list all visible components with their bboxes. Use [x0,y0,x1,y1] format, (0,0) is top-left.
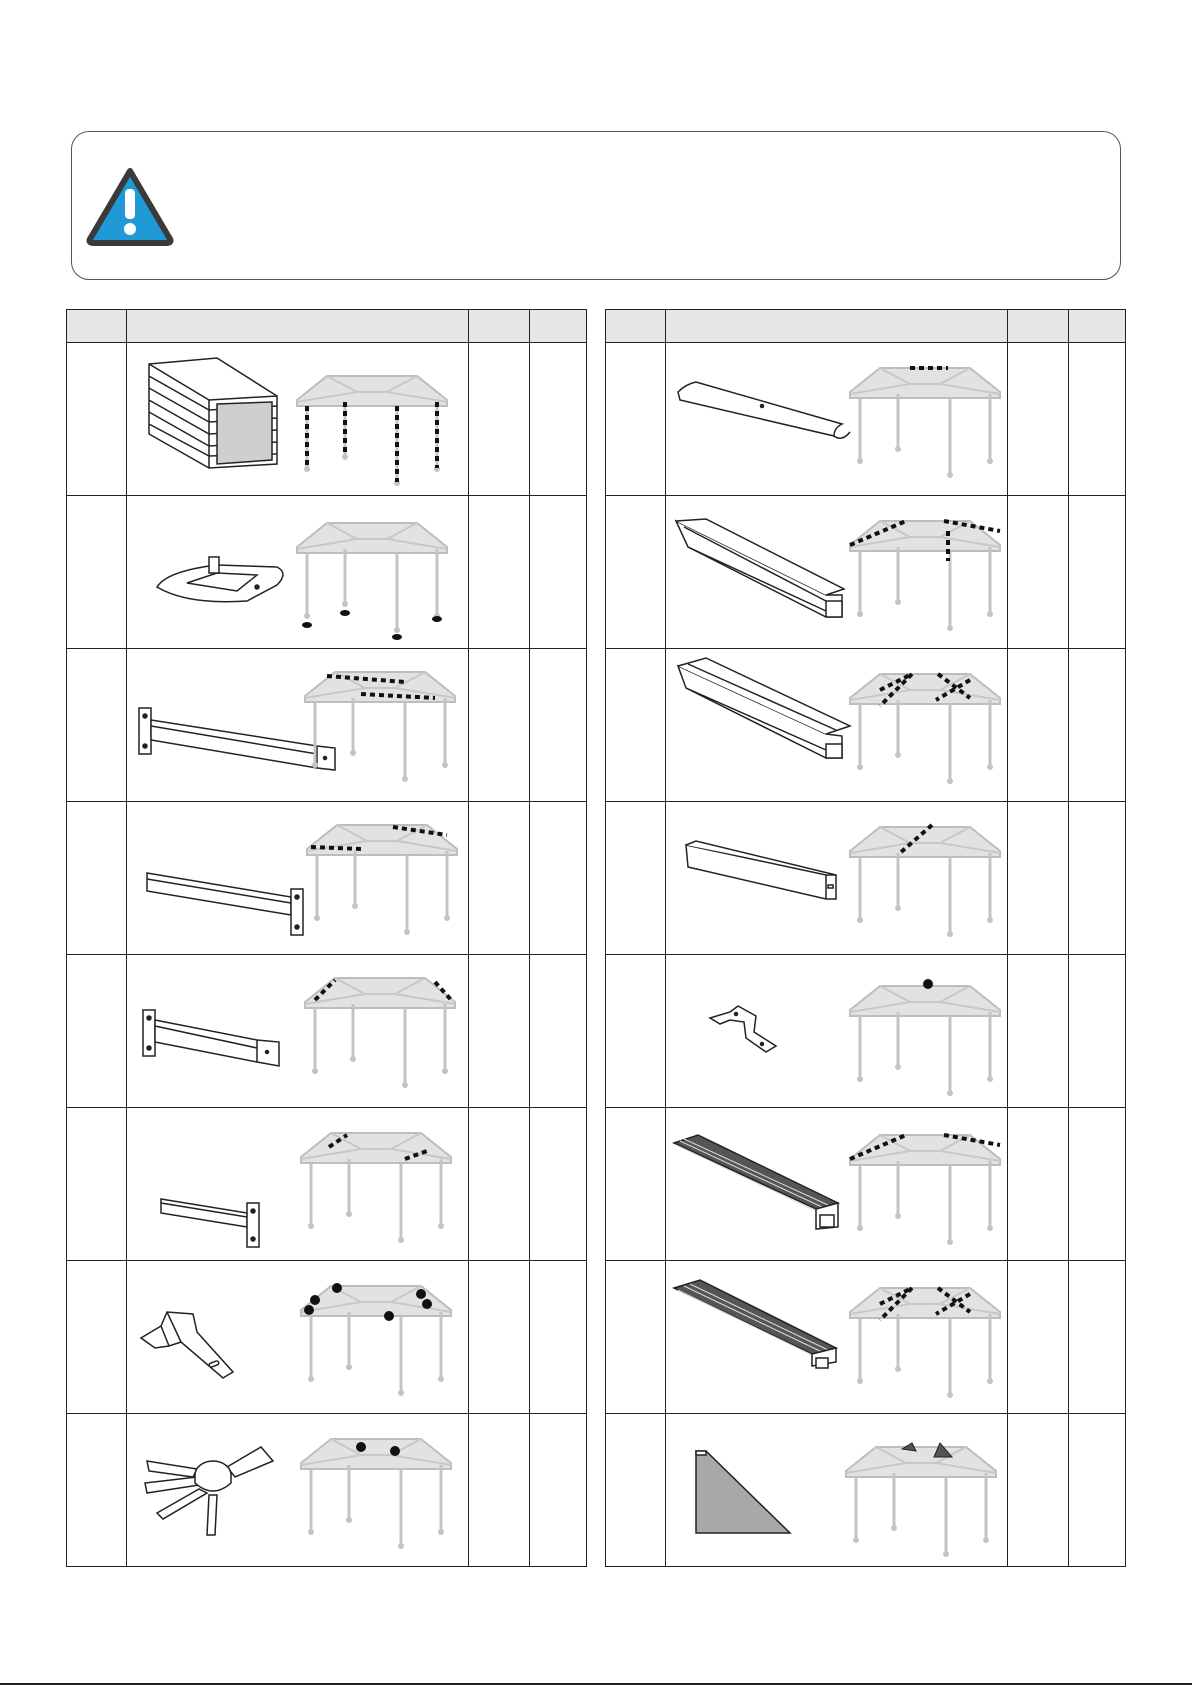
quantity-cell [469,1261,530,1414]
part-number-cell [67,802,127,955]
quantity-cell [469,802,530,955]
table-row [606,496,1126,649]
quantity-cell [1008,343,1069,496]
part-number-cell [606,802,666,955]
table-row [606,343,1126,496]
table-row [67,496,587,649]
table-row [67,343,587,496]
rafter-tube-icon [686,841,836,899]
part-number-cell [67,343,127,496]
table-row [606,1261,1126,1414]
parts-table-left [66,309,587,1567]
gazebo-diagram-icon [301,1283,451,1396]
eave-channel-icon [676,519,844,617]
gazebo-diagram-icon [850,825,1000,937]
header-cell-check [530,310,587,343]
parts-table-right [605,309,1126,1567]
part-image-cell [127,955,469,1108]
check-cell [1069,1108,1126,1261]
part-image-cell [127,496,469,649]
table-row [606,802,1126,955]
check-cell [530,802,587,955]
part-number-cell [606,343,666,496]
gazebo-diagram-icon [307,825,457,935]
header-cell-qty [1008,310,1069,343]
table-row [606,1108,1126,1261]
check-cell [1069,1261,1126,1414]
hip-cover-strip-icon [674,1280,836,1368]
part-number-cell [67,1261,127,1414]
table-header [67,310,587,343]
quantity-cell [469,1414,530,1567]
warning-triangle-icon [86,167,174,247]
quantity-cell [1008,802,1069,955]
part-image-cell [666,955,1008,1108]
table-row [67,1108,587,1261]
part-image-cell [666,1108,1008,1261]
part-image-cell [666,1261,1008,1414]
header-cell-check [1069,310,1126,343]
ridge-cap-icon [678,382,850,438]
quantity-cell [1008,496,1069,649]
table-row [67,802,587,955]
check-cell [1069,343,1126,496]
part-image-cell [127,1261,469,1414]
table-row [67,1414,587,1567]
quantity-cell [1008,955,1069,1108]
long-beam-icon [139,708,335,770]
part-image-cell [127,343,469,496]
table-row [67,649,587,802]
table-header [606,310,1126,343]
part-image-cell [127,1414,469,1567]
gazebo-diagram-icon [850,979,1000,1096]
gazebo-diagram-icon [301,1439,451,1549]
gazebo-diagram-icon [305,978,455,1088]
part-number-cell [606,1261,666,1414]
quantity-cell [1008,1414,1069,1567]
gazebo-diagram-icon [301,1133,451,1243]
header-cell-part [666,310,1008,343]
gazebo-diagram-icon [850,368,1000,478]
corner-bracket-icon [141,1312,233,1378]
quantity-cell [1008,1108,1069,1261]
gazebo-diagram-icon [846,1443,996,1557]
check-cell [530,496,587,649]
check-cell [530,1414,587,1567]
check-cell [530,955,587,1108]
part-number-cell [606,649,666,802]
hip-channel-icon [678,658,850,758]
part-image-cell [666,343,1008,496]
part-number-cell [606,496,666,649]
quantity-cell [469,496,530,649]
center-hub-icon [145,1447,273,1535]
quantity-cell [1008,649,1069,802]
part-image-cell [127,649,469,802]
check-cell [1069,496,1126,649]
quantity-cell [469,955,530,1108]
check-cell [1069,649,1126,802]
part-number-cell [67,649,127,802]
part-image-cell [666,649,1008,802]
part-number-cell [67,1414,127,1567]
base-plate-icon [157,557,283,602]
check-cell [1069,802,1126,955]
gazebo-diagram-icon [850,1288,1000,1398]
quantity-cell [1008,1261,1069,1414]
part-number-cell [67,955,127,1108]
eave-cover-strip-icon [674,1135,838,1229]
gazebo-diagram-icon [297,376,447,486]
check-cell [530,1108,587,1261]
header-cell-number [67,310,127,343]
part-image-cell [666,802,1008,955]
part-image-cell [127,1108,469,1261]
table-row [606,649,1126,802]
beam-end-plate-icon [147,873,303,935]
check-cell [530,343,587,496]
table-row [67,955,587,1108]
part-number-cell [606,1414,666,1567]
gazebo-diagram-icon [850,521,1000,631]
extension-beam-icon [143,1010,279,1066]
notice-box [71,131,1121,280]
part-image-cell [666,496,1008,649]
part-image-cell [666,1414,1008,1567]
check-cell [530,649,587,802]
part-number-cell [606,955,666,1108]
part-number-cell [67,496,127,649]
gazebo-diagram-icon [850,1135,1000,1245]
quantity-cell [469,343,530,496]
table-row [606,1414,1126,1567]
check-cell [1069,1414,1126,1567]
short-beam-icon [161,1199,259,1247]
table-row [606,955,1126,1108]
check-cell [530,1261,587,1414]
header-cell-number [606,310,666,343]
header-cell-part [127,310,469,343]
quantity-cell [469,649,530,802]
part-number-cell [67,1108,127,1261]
gazebo-diagram-icon [850,674,1000,784]
ridge-bracket-icon [710,1006,776,1052]
part-number-cell [606,1108,666,1261]
check-cell [1069,955,1126,1108]
quantity-cell [469,1108,530,1261]
part-image-cell [127,802,469,955]
header-cell-qty [469,310,530,343]
roof-panels-icon [149,358,277,468]
table-row [67,1261,587,1414]
triangle-panel-icon [696,1451,790,1533]
gazebo-diagram-icon [297,523,447,640]
